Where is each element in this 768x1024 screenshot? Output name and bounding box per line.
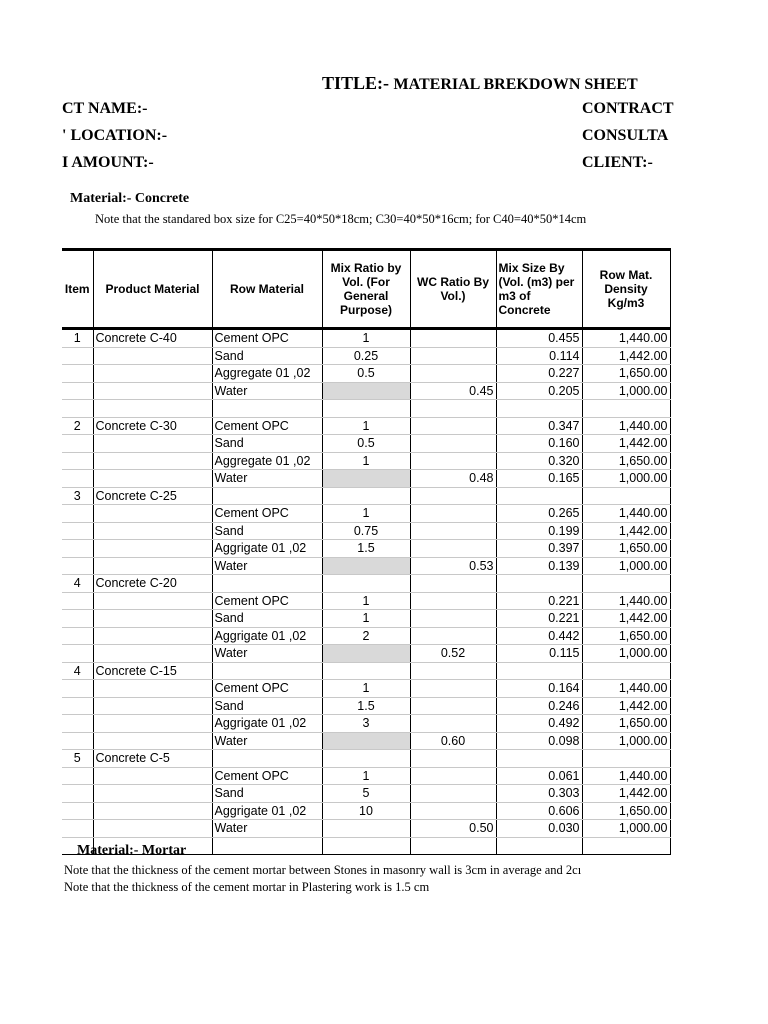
product-material: Concrete C-5 — [93, 750, 212, 768]
empty-cell — [93, 470, 212, 488]
empty-cell — [62, 802, 93, 820]
contract-amount-label: I AMOUNT:- — [62, 154, 154, 171]
mix-size: 0.164 — [496, 680, 582, 698]
mix-ratio: 1 — [322, 417, 410, 435]
mix-ratio: 0.5 — [322, 435, 410, 453]
wc-ratio — [410, 417, 496, 435]
item-number: 3 — [62, 487, 93, 505]
contractor-label: CONTRACT — [582, 100, 674, 117]
empty-cell — [62, 645, 93, 663]
empty-cell — [212, 575, 322, 593]
wc-ratio — [410, 697, 496, 715]
row-material: Aggrigate 01 ,02 — [212, 802, 322, 820]
empty-cell — [496, 750, 582, 768]
mix-ratio — [322, 557, 410, 575]
mix-size: 0.165 — [496, 470, 582, 488]
density: 1,000.00 — [582, 732, 670, 750]
empty-cell — [93, 785, 212, 803]
mix-size: 0.246 — [496, 697, 582, 715]
density: 1,440.00 — [582, 417, 670, 435]
wc-ratio — [410, 802, 496, 820]
wc-ratio — [410, 540, 496, 558]
col-header-mix-size: Mix Size By (Vol. (m3) per m3 of Concrete — [496, 250, 582, 329]
empty-cell — [212, 400, 322, 418]
row-material: Aggrigate 01 ,02 — [212, 627, 322, 645]
empty-cell — [410, 750, 496, 768]
empty-cell — [62, 522, 93, 540]
item-number: 4 — [62, 662, 93, 680]
mix-ratio: 1.5 — [322, 540, 410, 558]
empty-cell — [62, 470, 93, 488]
empty-cell — [322, 750, 410, 768]
density: 1,442.00 — [582, 697, 670, 715]
empty-cell — [410, 400, 496, 418]
mix-ratio: 1 — [322, 329, 410, 348]
density: 1,650.00 — [582, 365, 670, 383]
wc-ratio — [410, 610, 496, 628]
density: 1,650.00 — [582, 627, 670, 645]
density: 1,000.00 — [582, 820, 670, 838]
mix-size: 0.492 — [496, 715, 582, 733]
mix-size: 0.397 — [496, 540, 582, 558]
wc-ratio — [410, 680, 496, 698]
table-row — [62, 347, 670, 365]
empty-cell — [62, 610, 93, 628]
col-header-wc-ratio: WC Ratio By Vol.) — [410, 250, 496, 329]
empty-cell — [93, 732, 212, 750]
table-row — [62, 802, 670, 820]
mix-ratio — [322, 732, 410, 750]
row-material: Aggregate 01 ,02 — [212, 365, 322, 383]
table-row — [62, 820, 670, 838]
row-material: Aggrigate 01 ,02 — [212, 540, 322, 558]
mix-ratio: 3 — [322, 715, 410, 733]
product-material: Concrete C-40 — [93, 329, 212, 348]
empty-cell — [410, 575, 496, 593]
empty-cell — [62, 382, 93, 400]
wc-ratio: 0.60 — [410, 732, 496, 750]
col-header-product: Product Material — [93, 250, 212, 329]
mix-size: 0.139 — [496, 557, 582, 575]
wc-ratio — [410, 347, 496, 365]
mix-size: 0.303 — [496, 785, 582, 803]
mix-size: 0.606 — [496, 802, 582, 820]
item-number: 1 — [62, 329, 93, 348]
mix-ratio: 1 — [322, 610, 410, 628]
empty-cell — [410, 837, 496, 855]
mix-size: 0.221 — [496, 610, 582, 628]
mix-size: 0.265 — [496, 505, 582, 523]
mix-size: 0.030 — [496, 820, 582, 838]
empty-cell — [93, 505, 212, 523]
row-material: Aggrigate 01 ,02 — [212, 715, 322, 733]
empty-cell — [93, 382, 212, 400]
empty-cell — [582, 750, 670, 768]
table-row — [62, 785, 670, 803]
table-row — [62, 610, 670, 628]
mix-ratio — [322, 470, 410, 488]
wc-ratio — [410, 435, 496, 453]
col-header-mix-ratio: Mix Ratio by Vol. (For General Purpose) — [322, 250, 410, 329]
empty-cell — [62, 627, 93, 645]
mix-ratio: 0.5 — [322, 365, 410, 383]
density: 1,442.00 — [582, 522, 670, 540]
wc-ratio — [410, 365, 496, 383]
table-row — [62, 435, 670, 453]
mortar-section-label: Material:- Mortar — [77, 843, 187, 858]
page-title — [322, 73, 638, 94]
table-row — [62, 522, 670, 540]
density: 1,000.00 — [582, 382, 670, 400]
mix-size: 0.442 — [496, 627, 582, 645]
empty-cell — [93, 680, 212, 698]
wc-ratio — [410, 785, 496, 803]
row-material: Water — [212, 382, 322, 400]
row-material: Cement OPC — [212, 680, 322, 698]
project-location-label: ' LOCATION:- — [62, 127, 168, 144]
mix-size: 0.160 — [496, 435, 582, 453]
table-row — [62, 592, 670, 610]
mix-size: 0.347 — [496, 417, 582, 435]
mix-ratio — [322, 645, 410, 663]
empty-cell — [496, 837, 582, 855]
empty-cell — [212, 487, 322, 505]
row-material: Sand — [212, 435, 322, 453]
empty-cell — [322, 662, 410, 680]
empty-cell — [322, 487, 410, 505]
density: 1,650.00 — [582, 452, 670, 470]
density: 1,440.00 — [582, 329, 670, 348]
empty-cell — [62, 435, 93, 453]
empty-cell — [582, 662, 670, 680]
mix-ratio: 0.75 — [322, 522, 410, 540]
mix-size: 0.098 — [496, 732, 582, 750]
density: 1,442.00 — [582, 610, 670, 628]
mix-size: 0.061 — [496, 767, 582, 785]
empty-cell — [62, 767, 93, 785]
row-material: Water — [212, 820, 322, 838]
product-row — [62, 487, 670, 505]
title-text: MATERIAL BREKDOWN SHEET — [393, 76, 638, 93]
mix-ratio: 1 — [322, 452, 410, 470]
row-material: Aggregate 01 ,02 — [212, 452, 322, 470]
empty-cell — [93, 522, 212, 540]
mix-size: 0.320 — [496, 452, 582, 470]
empty-cell — [93, 767, 212, 785]
empty-cell — [62, 452, 93, 470]
table-row — [62, 329, 670, 348]
empty-cell — [410, 662, 496, 680]
table-row — [62, 505, 670, 523]
empty-cell — [496, 487, 582, 505]
empty-cell — [93, 452, 212, 470]
wc-ratio: 0.50 — [410, 820, 496, 838]
wc-ratio: 0.48 — [410, 470, 496, 488]
density: 1,442.00 — [582, 435, 670, 453]
empty-cell — [62, 557, 93, 575]
empty-cell — [93, 627, 212, 645]
empty-cell — [93, 592, 212, 610]
mix-ratio: 0.25 — [322, 347, 410, 365]
empty-cell — [62, 347, 93, 365]
product-row — [62, 575, 670, 593]
mix-size: 0.199 — [496, 522, 582, 540]
wc-ratio — [410, 452, 496, 470]
material-table — [62, 248, 671, 855]
density: 1,440.00 — [582, 505, 670, 523]
concrete-note: Note that the standared box size for C25=40*50*18cm; C30=40*50*16cm; for C40=40*50*14cm — [95, 212, 587, 226]
wc-ratio — [410, 767, 496, 785]
density: 1,440.00 — [582, 767, 670, 785]
wc-ratio: 0.45 — [410, 382, 496, 400]
item-number: 4 — [62, 575, 93, 593]
row-material: Sand — [212, 697, 322, 715]
empty-cell — [62, 680, 93, 698]
empty-cell — [62, 820, 93, 838]
empty-cell — [62, 715, 93, 733]
empty-cell — [93, 820, 212, 838]
product-row — [62, 750, 670, 768]
row-material: Sand — [212, 610, 322, 628]
empty-cell — [582, 400, 670, 418]
empty-cell — [93, 365, 212, 383]
empty-cell — [496, 662, 582, 680]
wc-ratio — [410, 329, 496, 348]
row-material: Sand — [212, 785, 322, 803]
table-body — [62, 329, 670, 855]
empty-cell — [62, 732, 93, 750]
empty-cell — [582, 487, 670, 505]
table-row — [62, 557, 670, 575]
empty-cell — [93, 802, 212, 820]
row-material: Water — [212, 470, 322, 488]
consultant-label: CONSULTA — [582, 127, 669, 144]
mix-ratio: 5 — [322, 785, 410, 803]
density: 1,650.00 — [582, 715, 670, 733]
empty-cell — [93, 715, 212, 733]
mix-ratio: 10 — [322, 802, 410, 820]
mix-size: 0.115 — [496, 645, 582, 663]
mix-ratio: 1 — [322, 680, 410, 698]
empty-cell — [322, 837, 410, 855]
empty-cell — [212, 750, 322, 768]
empty-cell — [93, 645, 212, 663]
concrete-section-label: Material:- Concrete — [70, 191, 190, 206]
mix-size: 0.221 — [496, 592, 582, 610]
wc-ratio: 0.52 — [410, 645, 496, 663]
mix-size: 0.455 — [496, 329, 582, 348]
mix-size: 0.205 — [496, 382, 582, 400]
product-material: Concrete C-15 — [93, 662, 212, 680]
product-row — [62, 662, 670, 680]
table-row — [62, 680, 670, 698]
empty-cell — [322, 575, 410, 593]
density: 1,650.00 — [582, 802, 670, 820]
empty-cell — [212, 837, 322, 855]
table-row — [62, 365, 670, 383]
mix-ratio: 2 — [322, 627, 410, 645]
wc-ratio — [410, 715, 496, 733]
empty-cell — [496, 575, 582, 593]
empty-cell — [93, 540, 212, 558]
product-material: Concrete C-30 — [93, 417, 212, 435]
density: 1,000.00 — [582, 470, 670, 488]
density: 1,000.00 — [582, 645, 670, 663]
row-material: Cement OPC — [212, 417, 322, 435]
product-material: Concrete C-20 — [93, 575, 212, 593]
density: 1,440.00 — [582, 680, 670, 698]
table-row — [62, 470, 670, 488]
empty-cell — [582, 575, 670, 593]
empty-cell — [93, 400, 212, 418]
table-row — [62, 645, 670, 663]
empty-cell — [93, 697, 212, 715]
mortar-note-2: Note that the thickness of the cement mortar in Plastering work is 1.5 cm — [64, 880, 430, 894]
spacer-row — [62, 400, 670, 418]
table-row — [62, 382, 670, 400]
item-number: 5 — [62, 750, 93, 768]
mix-ratio: 1 — [322, 505, 410, 523]
item-number: 2 — [62, 417, 93, 435]
empty-cell — [62, 540, 93, 558]
mix-size: 0.227 — [496, 365, 582, 383]
density: 1,442.00 — [582, 347, 670, 365]
col-header-density: Row Mat. Density Kg/m3 — [582, 250, 670, 329]
table-row — [62, 417, 670, 435]
empty-cell — [62, 697, 93, 715]
empty-cell — [93, 347, 212, 365]
empty-cell — [410, 487, 496, 505]
empty-cell — [496, 400, 582, 418]
wc-ratio: 0.53 — [410, 557, 496, 575]
col-header-item: Item — [62, 250, 93, 329]
row-material: Cement OPC — [212, 592, 322, 610]
row-material: Water — [212, 645, 322, 663]
title-prefix: TITLE:- — [322, 73, 390, 93]
empty-cell — [93, 557, 212, 575]
mix-ratio: 1 — [322, 767, 410, 785]
empty-cell — [212, 662, 322, 680]
wc-ratio — [410, 627, 496, 645]
mix-ratio — [322, 382, 410, 400]
empty-cell — [62, 400, 93, 418]
row-material: Water — [212, 732, 322, 750]
row-material: Sand — [212, 347, 322, 365]
density: 1,440.00 — [582, 592, 670, 610]
empty-cell — [93, 610, 212, 628]
empty-cell — [582, 837, 670, 855]
table-header-row — [62, 250, 670, 329]
project-name-label: CT NAME:- — [62, 100, 148, 117]
empty-cell — [93, 435, 212, 453]
table-row — [62, 452, 670, 470]
empty-cell — [62, 505, 93, 523]
table-row — [62, 732, 670, 750]
wc-ratio — [410, 505, 496, 523]
empty-cell — [322, 400, 410, 418]
mix-size: 0.114 — [496, 347, 582, 365]
client-label: CLIENT:- — [582, 154, 653, 171]
mix-ratio: 1 — [322, 592, 410, 610]
table-row — [62, 767, 670, 785]
table-row — [62, 697, 670, 715]
mix-ratio: 1.5 — [322, 697, 410, 715]
density: 1,442.00 — [582, 785, 670, 803]
empty-cell — [62, 365, 93, 383]
wc-ratio — [410, 522, 496, 540]
table-row — [62, 627, 670, 645]
empty-cell — [62, 592, 93, 610]
product-material: Concrete C-25 — [93, 487, 212, 505]
mix-ratio — [322, 820, 410, 838]
density: 1,650.00 — [582, 540, 670, 558]
col-header-row-material: Row Material — [212, 250, 322, 329]
table-row — [62, 715, 670, 733]
row-material: Cement OPC — [212, 505, 322, 523]
empty-cell — [62, 785, 93, 803]
row-material: Water — [212, 557, 322, 575]
row-material: Cement OPC — [212, 767, 322, 785]
mortar-note-1: Note that the thickness of the cement mortar between Stones in masonry wall is 3cm in average and 2cı — [64, 863, 582, 877]
row-material: Sand — [212, 522, 322, 540]
table-row — [62, 540, 670, 558]
row-material: Cement OPC — [212, 329, 322, 348]
density: 1,000.00 — [582, 557, 670, 575]
wc-ratio — [410, 592, 496, 610]
